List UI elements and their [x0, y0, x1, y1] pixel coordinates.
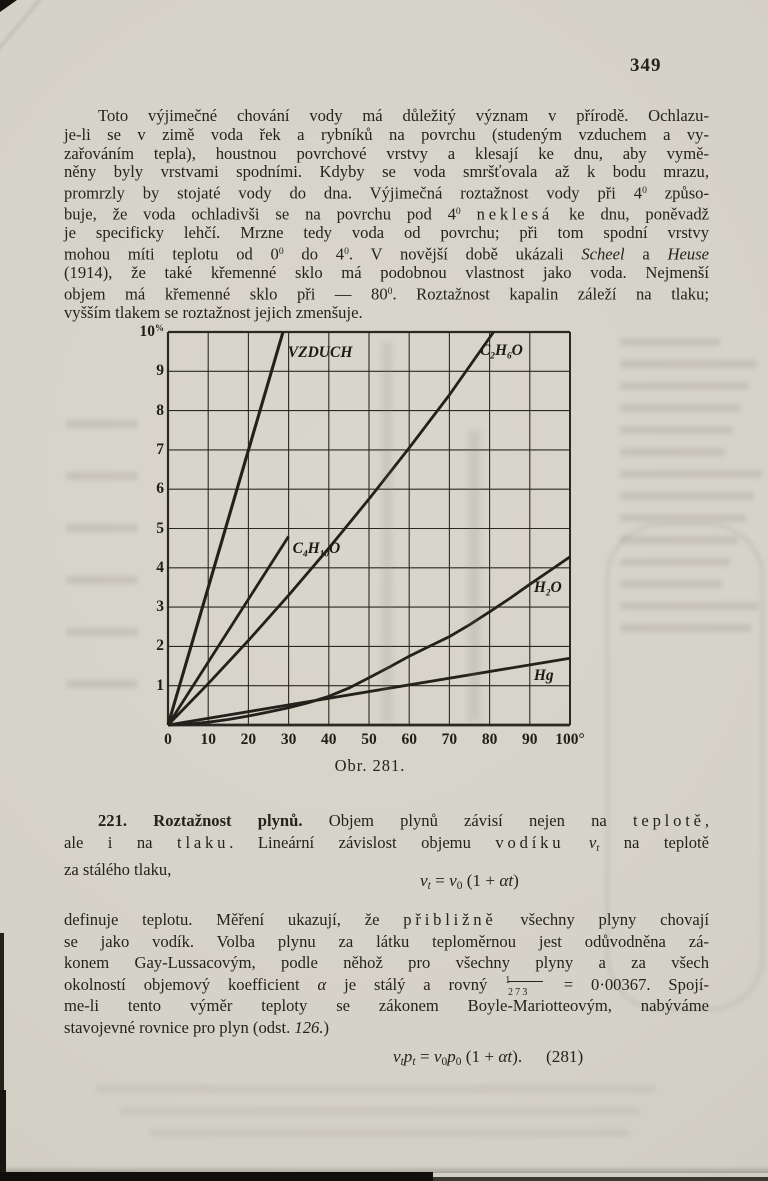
ghost-showthrough-line	[66, 420, 138, 428]
scan-edge-bottom-thin	[433, 1177, 768, 1181]
text-line: vyšším tlakem se roztažnost jejich zmenšuje.	[64, 303, 363, 323]
equation-number: (281)	[546, 1047, 584, 1066]
ghost-showthrough-line	[96, 1085, 656, 1093]
y-tick-label: 1	[156, 676, 164, 694]
ghost-showthrough-line	[66, 524, 138, 532]
ghost-showthrough-line	[620, 624, 751, 632]
text-line: konem Gay-Lussacovým, podle něhož pro všechny plyny a za všech	[64, 953, 709, 972]
text-line: se jako vodík. Volba plynu za látku teploměrnou jest odůvodněna zá-	[64, 931, 709, 951]
x-tick-label: 40	[321, 731, 337, 748]
text-line: okolností objemový koefficient α je stálý a rovný 1 273 = 0·00367. Spojí-	[64, 974, 709, 996]
y-tick-label: 3	[156, 598, 164, 616]
ghost-showthrough-line	[620, 338, 720, 346]
paper-crease	[0, 0, 126, 90]
curve-c4h10o	[168, 536, 289, 725]
text-line: objem má křemenné sklo při — $80^0$. Roztažnost kapalin záleží na tlaku;	[64, 284, 709, 304]
ghost-showthrough-line	[620, 360, 757, 368]
x-tick-label: 100°	[555, 731, 585, 748]
text-line: je specificky lehčí. Mrzne tedy voda od povrchu; při tom spodní vrstvy	[64, 223, 709, 243]
ghost-showthrough-line	[150, 1129, 630, 1137]
ghost-showthrough-line	[620, 580, 722, 588]
figure-caption: Obr. 281.	[334, 756, 406, 775]
figure-obr-281	[140, 325, 600, 787]
text-line: me-li tento výměr teploty se zákonem Boyle-Mariotteovým, nabýváme	[64, 996, 709, 1015]
ghost-showthrough-line	[620, 470, 762, 478]
text-line: buje, že voda ochladivši se na povrchu pod $4^0$ neklesá ke dnu, poněvadž	[64, 204, 709, 224]
text-line: promrzly by stojaté vody do dna. Výjimečná roztažnost vody při $4^0$ způso-	[64, 183, 709, 203]
ghost-showthrough-line	[66, 472, 138, 480]
ghost-showthrough-line	[620, 558, 730, 566]
formula-state-equation: vtpt = v0p0 (1 + αt).	[393, 1047, 523, 1069]
ghost-showthrough-line	[620, 514, 746, 522]
y-tick-label: 10%	[139, 323, 164, 340]
x-tick-label: 0	[164, 731, 172, 748]
text-line: 221. Roztažnost plynů. Objem plynů závisí nejen na teplotě,	[98, 811, 709, 830]
curve-label-vzduch: VZDUCH	[287, 343, 353, 361]
paragraph-water-anomaly	[64, 107, 709, 323]
ghost-showthrough-line	[620, 448, 725, 456]
text-line: je-li se v zimě voda řek a rybníků na povrchu (studeným vzduchem a vy-	[64, 124, 709, 144]
ghost-showthrough-line	[120, 1107, 640, 1115]
curve-label-c2h6o: $C_2H_6O$	[479, 341, 523, 362]
text-line: mohou míti teplotu od $0^0$ do $4^0$. V novější době ukázali Scheel a Heuse	[64, 244, 710, 264]
ghost-showthrough-line	[620, 602, 759, 610]
percent-sign: %	[155, 323, 164, 334]
paragraph-definuje-teplotu	[64, 909, 709, 1038]
scan-smudge	[382, 342, 392, 722]
x-tick-label: 30	[280, 731, 297, 748]
paragraph-221-roztaznost-plynu	[64, 810, 709, 881]
text-line: za stálého tlaku,	[64, 860, 172, 880]
curve-label-c4h10o: $C_4H_{10}O$	[292, 540, 341, 560]
scan-smudge	[468, 430, 480, 722]
x-tick-label: 50	[361, 731, 377, 748]
y-tick-label: 8	[156, 401, 164, 419]
ghost-showthrough-line	[620, 426, 733, 434]
x-tick-label: 90	[522, 731, 538, 748]
text-line: ale i na tlaku. Lineární závislost objemu vodíku vt na teplotě	[64, 832, 710, 854]
y-tick-label: 5	[156, 519, 164, 537]
y-tick-label: 4	[156, 558, 164, 576]
x-tick-label: 60	[401, 731, 417, 748]
scan-edge-bottom	[0, 1172, 433, 1181]
x-tick-label: 20	[240, 731, 257, 748]
ghost-showthrough-line	[66, 576, 138, 584]
formula-vt: vt = v0 (1 + αt)	[420, 871, 519, 893]
y-tick-label: 7	[156, 440, 164, 458]
curve-label-hg: Hg	[533, 667, 554, 685]
x-tick-label: 10	[200, 731, 216, 748]
ghost-showthrough-line	[620, 536, 738, 544]
expansion-chart	[140, 325, 600, 750]
x-tick-label: 70	[441, 731, 458, 748]
scan-corner-artifact	[0, 0, 17, 12]
page-number: 349	[630, 55, 662, 76]
curve-label-h2o: $H_2O$	[533, 579, 562, 599]
text-line: něny byly vrstvami spodními. Kdyby se voda smršťovala až k bodu mrazu,	[64, 162, 709, 182]
y-tick-label: 9	[156, 362, 164, 380]
text-line: stavojevné rovnice pro plyn (odst. 126.)	[64, 1017, 329, 1037]
text-line: (1914), že také křemenné sklo má podobnou vlastnost jako voda. Nejmenší	[64, 263, 709, 283]
ghost-showthrough-line	[620, 404, 741, 412]
ghost-showthrough-line	[620, 382, 749, 390]
x-tick-label: 80	[481, 731, 498, 748]
ghost-showthrough-line	[620, 492, 754, 500]
ghost-showthrough-line	[66, 680, 138, 688]
inline-fraction: 1 273	[505, 977, 546, 994]
y-tick-label: 2	[156, 637, 164, 655]
text-line: definuje teplotu. Měření ukazují, že přibližně všechny plyny chovají	[64, 910, 709, 929]
ghost-showthrough-line	[66, 628, 138, 636]
text-line: zařováním tepla), houstnou povrchové vrstvy a klesají ke dnu, aby vymě-	[64, 143, 709, 163]
text-line: Toto výjimečné chování vody má důležitý význam v přírodě. Ochlazu-	[98, 106, 709, 125]
y-tick-label: 6	[156, 480, 164, 498]
